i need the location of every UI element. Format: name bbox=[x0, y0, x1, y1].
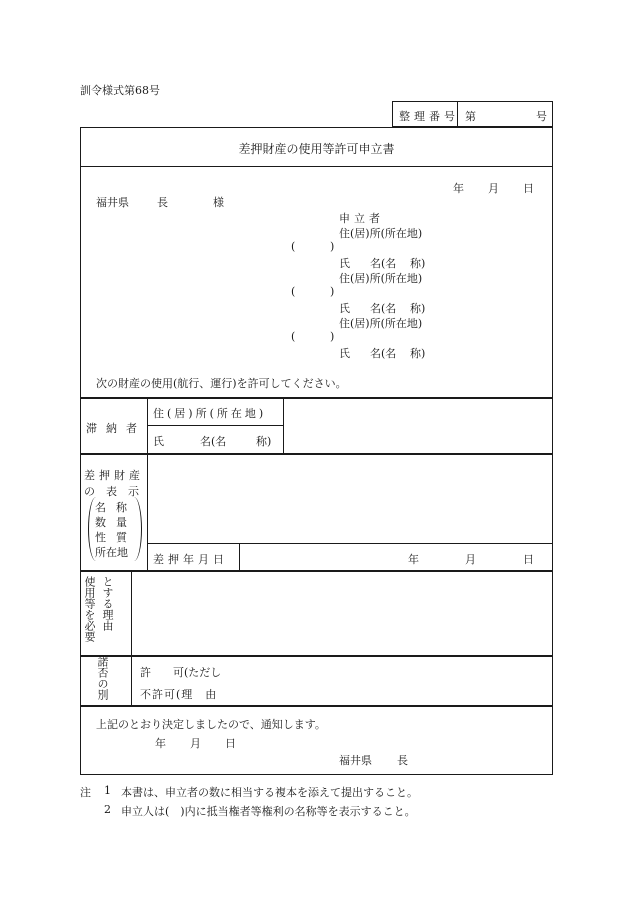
taxpayer-label: 滞納者 bbox=[86, 422, 146, 435]
property-sub-nature: 性質 bbox=[95, 531, 137, 544]
date-year: 年 bbox=[453, 182, 464, 195]
property-sub-name: 名称 bbox=[95, 501, 137, 514]
decision-label: 諾否の別 bbox=[96, 656, 109, 700]
applicant-name-c-1: 称) bbox=[410, 257, 426, 270]
property-label-line1: 差押財産 bbox=[84, 469, 144, 482]
notice-pref: 福井県 bbox=[339, 754, 372, 767]
applicant-name-c-3: 称) bbox=[410, 347, 426, 360]
seizure-date-month: 月 bbox=[465, 553, 476, 566]
notes-prefix: 注 bbox=[80, 786, 91, 799]
applicant-paren-open-1: ( bbox=[291, 240, 296, 253]
applicant-name-c-2: 称) bbox=[410, 302, 426, 315]
decision-permit: 許 可(ただし bbox=[140, 666, 222, 679]
applicant-paren-open-3: ( bbox=[291, 330, 296, 343]
applicant-paren-close-3: ) bbox=[330, 330, 335, 343]
reference-number-dai: 第 bbox=[465, 110, 476, 123]
request-text: 次の財産の使用(航行、運行)を許可してください。 bbox=[96, 377, 347, 390]
note-1-number: 1 bbox=[104, 784, 111, 797]
property-label-line2: の表示 bbox=[84, 485, 150, 498]
addressee-sama: 様 bbox=[213, 196, 224, 209]
reason-label-col1: 使用等を必要 bbox=[83, 576, 96, 642]
notice-text: 上記のとおり決定しましたので、通知します。 bbox=[96, 718, 326, 731]
taxpayer-name-a: 氏 bbox=[153, 435, 164, 448]
taxpayer-address-label: 住(居)所(所在地) bbox=[153, 407, 267, 420]
applicant-name-b-2: 名(名 bbox=[370, 302, 397, 315]
note-2-text: 申立人は( )内に抵当権者等権利の名称等を表示すること。 bbox=[121, 805, 416, 818]
seizure-date-day: 日 bbox=[523, 553, 534, 566]
notice-date-month: 月 bbox=[190, 737, 201, 750]
notice-chief: 長 bbox=[397, 754, 408, 767]
applicant-name-a-3: 氏 bbox=[339, 347, 350, 360]
taxpayer-name-b: 名(名 bbox=[200, 435, 227, 448]
addressee-pref: 福井県 bbox=[96, 196, 129, 209]
property-sub-location: 所在地 bbox=[95, 546, 128, 559]
applicant-address-1: 住(居)所(所在地) bbox=[339, 227, 423, 240]
note-1-text: 本書は、申立者の数に相当する複本を添えて提出すること。 bbox=[121, 786, 418, 799]
seizure-date-year: 年 bbox=[408, 553, 419, 566]
notice-date-day: 日 bbox=[225, 737, 236, 750]
note-2-number: 2 bbox=[104, 803, 111, 816]
applicant-name-a-1: 氏 bbox=[339, 257, 350, 270]
notice-date-year: 年 bbox=[155, 737, 166, 750]
reference-number-go: 号 bbox=[536, 110, 547, 123]
date-month: 月 bbox=[488, 182, 499, 195]
applicant-header: 申立者 bbox=[339, 212, 384, 225]
form-label: 訓令様式第68号 bbox=[80, 84, 160, 97]
applicant-paren-open-2: ( bbox=[291, 285, 296, 298]
applicant-name-b-3: 名(名 bbox=[370, 347, 397, 360]
applicant-address-2: 住(居)所(所在地) bbox=[339, 272, 423, 285]
reason-label-col2: とする理由 bbox=[101, 576, 114, 631]
applicant-paren-close-1: ) bbox=[330, 240, 335, 253]
addressee-chief: 長 bbox=[157, 196, 168, 209]
applicant-paren-close-2: ) bbox=[330, 285, 335, 298]
reference-number-label: 整理番号 bbox=[399, 110, 459, 123]
applicant-name-b-1: 名(名 bbox=[370, 257, 397, 270]
taxpayer-name-c: 称) bbox=[256, 435, 272, 448]
seizure-date-label: 差押年月日 bbox=[153, 553, 228, 566]
date-day: 日 bbox=[523, 182, 534, 195]
property-sub-quantity: 数量 bbox=[95, 516, 137, 529]
decision-deny: 不許可(理 由 bbox=[140, 688, 218, 701]
form-title: 差押財産の使用等許可申立書 bbox=[238, 142, 395, 156]
applicant-name-a-2: 氏 bbox=[339, 302, 350, 315]
applicant-address-3: 住(居)所(所在地) bbox=[339, 317, 423, 330]
